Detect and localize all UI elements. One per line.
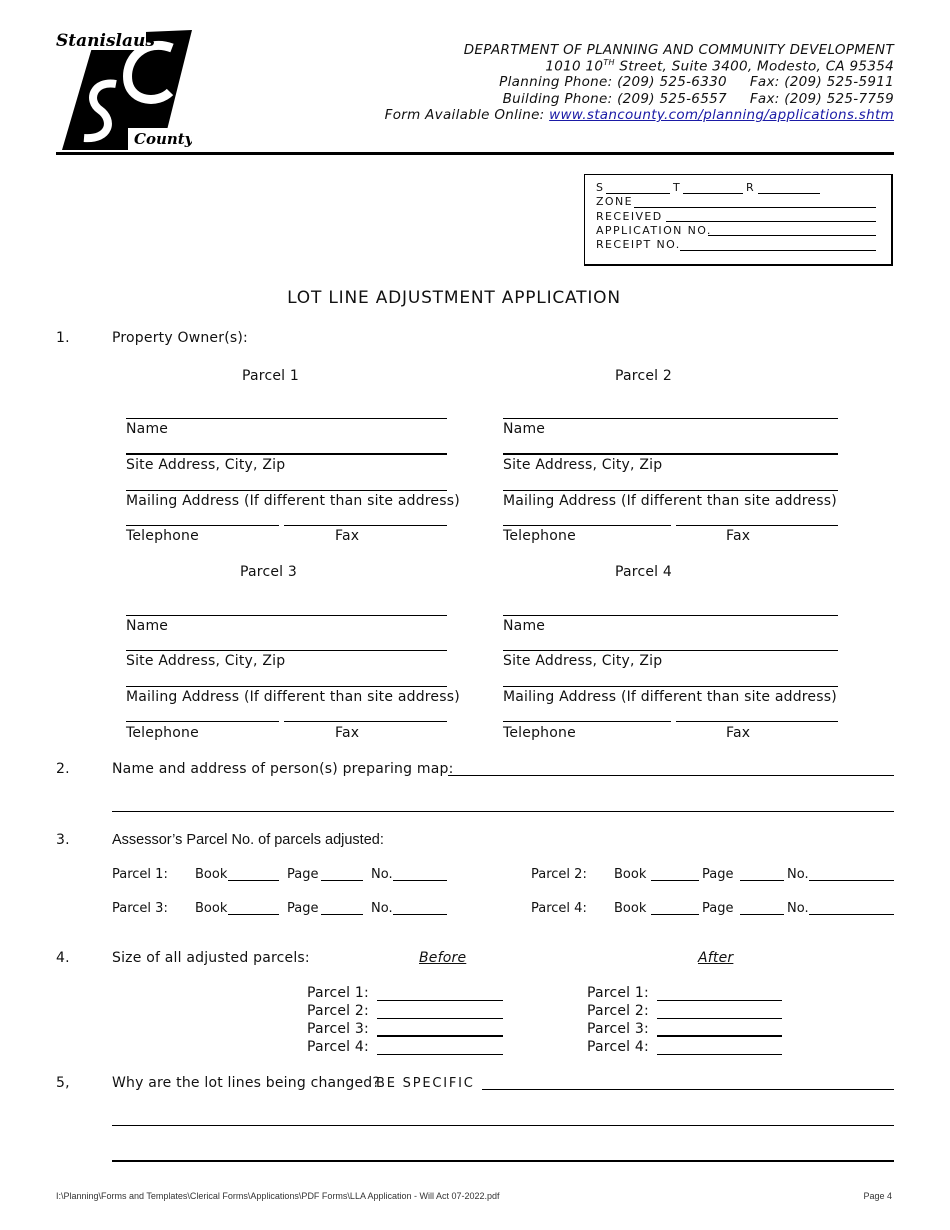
parcel-1-name-field[interactable] [126, 418, 447, 419]
parcel-2-telephone-label: Telephone [503, 528, 576, 544]
after-parcel-1-label: Parcel 1: [587, 985, 649, 1001]
section-5-label: Why are the lot lines being changed? [112, 1075, 381, 1091]
after-parcel-4-label: Parcel 4: [587, 1039, 649, 1055]
apn-parcel-3-label: Parcel 3: [112, 901, 168, 916]
apn-parcel-2-page-field[interactable] [740, 880, 784, 881]
parcel-1-site-label: Site Address, City, Zip [126, 457, 286, 473]
box-r-field[interactable] [758, 193, 820, 194]
apn-parcel-2-book-label: Book [614, 867, 647, 882]
apn-parcel-2-no-label: No. [787, 867, 809, 882]
box-zone-field[interactable] [634, 207, 876, 208]
parcel-3-name-label: Name [126, 618, 169, 634]
before-parcel-4-field[interactable] [377, 1054, 503, 1055]
after-parcel-2-label: Parcel 2: [587, 1003, 649, 1019]
parcel-1-telephone-label: Telephone [126, 528, 199, 544]
logo-top-text: Stanislaus [56, 31, 155, 51]
apn-parcel-4-book-label: Book [614, 901, 647, 916]
apn-parcel-1-book-label: Book [195, 867, 228, 882]
apn-parcel-4-no-label: No. [787, 901, 809, 916]
parcel-4-fax-label: Fax [726, 725, 751, 741]
before-parcel-4-label: Parcel 4: [307, 1039, 369, 1055]
apn-parcel-1-no-field[interactable] [393, 880, 447, 881]
section-1-label: Property Owner(s): [112, 330, 248, 346]
box-s-label: S [596, 181, 605, 194]
parcel-3-heading: Parcel 3 [240, 564, 297, 580]
apn-parcel-4-book-field[interactable] [651, 914, 699, 915]
section-5-number: 5, [56, 1075, 70, 1091]
parcel-2-site-field[interactable] [503, 453, 838, 455]
section-4-label: Size of all adjusted parcels: [112, 950, 310, 966]
parcel-4-site-label: Site Address, City, Zip [503, 653, 663, 669]
parcel-1-telephone-field[interactable] [126, 525, 279, 526]
reason-field[interactable] [482, 1089, 894, 1090]
parcel-2-site-label: Site Address, City, Zip [503, 457, 663, 473]
header-divider [56, 152, 894, 155]
section-4-number: 4. [56, 950, 70, 966]
parcel-4-site-field[interactable] [503, 650, 838, 651]
after-parcel-1-field[interactable] [657, 1000, 782, 1001]
apn-parcel-4-label: Parcel 4: [531, 901, 587, 916]
apn-parcel-1-page-field[interactable] [321, 880, 363, 881]
department-address: 1010 10TH Street, Suite 3400, Modesto, CA 95354 [545, 58, 894, 75]
parcel-2-mailing-field[interactable] [503, 490, 838, 491]
parcel-4-fax-field[interactable] [676, 721, 838, 722]
parcel-4-mailing-field[interactable] [503, 686, 838, 687]
parcel-4-mailing-label: Mailing Address (If different than site address) [503, 689, 837, 705]
parcel-3-site-label: Site Address, City, Zip [126, 653, 286, 669]
parcel-4-name-label: Name [503, 618, 546, 634]
box-t-label: T [673, 181, 682, 194]
before-parcel-1-label: Parcel 1: [307, 985, 369, 1001]
after-parcel-3-label: Parcel 3: [587, 1021, 649, 1037]
parcel-4-name-field[interactable] [503, 615, 838, 616]
apn-parcel-4-page-label: Page [702, 901, 734, 916]
parcel-2-fax-label: Fax [726, 528, 751, 544]
apn-parcel-4-no-field[interactable] [809, 914, 894, 915]
apn-parcel-1-no-label: No. [371, 867, 393, 882]
be-specific-note: BE SPECIFIC [376, 1076, 475, 1091]
parcel-3-name-field[interactable] [126, 615, 447, 616]
planning-contact: Planning Phone: (209) 525-6330 Fax: (209) 525-5911 [499, 74, 894, 90]
county-seal-icon [54, 30, 192, 150]
form-online: Form Available Online: www.stancounty.com/planning/applications.shtm [384, 107, 894, 123]
parcel-1-fax-field[interactable] [284, 525, 447, 526]
box-receipt-label: RECEIPT NO. [596, 238, 681, 251]
apn-parcel-2-page-label: Page [702, 867, 734, 882]
parcel-1-heading: Parcel 1 [242, 368, 299, 384]
apn-parcel-1-label: Parcel 1: [112, 867, 168, 882]
building-contact: Building Phone: (209) 525-6557 Fax: (209) 525-7759 [502, 91, 894, 107]
apn-parcel-3-no-label: No. [371, 901, 393, 916]
section-2-label: Name and address of person(s) preparing map: [112, 761, 454, 777]
apn-parcel-3-page-label: Page [287, 901, 319, 916]
box-received-label: RECEIVED [596, 210, 663, 223]
after-parcel-2-field[interactable] [657, 1018, 782, 1019]
logo-bottom-text: County [134, 130, 192, 148]
parcel-4-telephone-label: Telephone [503, 725, 576, 741]
parcel-3-mailing-label: Mailing Address (If different than site address) [126, 689, 460, 705]
parcel-3-site-field[interactable] [126, 650, 447, 651]
section-3-label: Assessor’s Parcel No. of parcels adjusted: [112, 832, 384, 848]
parcel-3-telephone-field[interactable] [126, 721, 279, 722]
map-preparer-field-2[interactable] [112, 811, 894, 812]
box-t-field[interactable] [683, 193, 743, 194]
parcel-1-name-label: Name [126, 421, 169, 437]
before-parcel-3-field[interactable] [377, 1035, 503, 1037]
before-parcel-2-label: Parcel 2: [307, 1003, 369, 1019]
parcel-3-fax-field[interactable] [284, 721, 447, 722]
before-parcel-3-label: Parcel 3: [307, 1021, 369, 1037]
apn-parcel-1-page-label: Page [287, 867, 319, 882]
apn-parcel-3-book-label: Book [195, 901, 228, 916]
parcel-2-name-label: Name [503, 421, 546, 437]
box-receipt-field[interactable] [680, 250, 876, 251]
parcel-2-telephone-field[interactable] [503, 525, 671, 526]
apn-parcel-1-book-field[interactable] [228, 880, 279, 881]
before-heading: Before [419, 950, 467, 966]
box-r-label: R [746, 181, 756, 194]
section-3-number: 3. [56, 832, 70, 848]
parcel-2-fax-field[interactable] [676, 525, 838, 526]
after-parcel-3-field[interactable] [657, 1035, 782, 1037]
box-received-field[interactable] [666, 221, 876, 222]
before-parcel-2-field[interactable] [377, 1018, 503, 1019]
parcel-1-mailing-field[interactable] [126, 490, 447, 491]
after-parcel-4-field[interactable] [657, 1054, 782, 1055]
parcel-1-mailing-label: Mailing Address (If different than site address) [126, 493, 460, 509]
apn-parcel-3-book-field[interactable] [228, 914, 279, 915]
parcel-3-mailing-field[interactable] [126, 686, 447, 687]
parcel-3-fax-label: Fax [335, 725, 360, 741]
form-title: LOT LINE ADJUSTMENT APPLICATION [287, 288, 621, 308]
parcel-4-heading: Parcel 4 [615, 564, 672, 580]
parcel-2-name-field[interactable] [503, 418, 838, 419]
apn-parcel-2-no-field[interactable] [809, 880, 894, 881]
parcel-3-telephone-label: Telephone [126, 725, 199, 741]
section-1-number: 1. [56, 330, 70, 346]
box-application-label: APPLICATION NO. [596, 224, 712, 237]
parcel-2-heading: Parcel 2 [615, 368, 672, 384]
section-2-number: 2. [56, 761, 70, 777]
box-application-field[interactable] [708, 235, 876, 236]
map-preparer-field[interactable] [448, 775, 894, 776]
reason-field-2[interactable] [112, 1125, 894, 1126]
after-heading: After [698, 950, 734, 966]
parcel-1-fax-label: Fax [335, 528, 360, 544]
before-parcel-1-field[interactable] [377, 1000, 503, 1001]
parcel-2-mailing-label: Mailing Address (If different than site address) [503, 493, 837, 509]
parcel-1-site-field[interactable] [126, 453, 447, 455]
apn-parcel-2-label: Parcel 2: [531, 867, 587, 882]
county-logo [54, 30, 192, 150]
apn-parcel-3-page-field[interactable] [321, 914, 363, 915]
footer-file-path: I:\Planning\Forms and Templates\Clerical Forms\Applications\PDF Forms\LLA Application - Will Act 07-2022.pdf [56, 1191, 500, 1201]
parcel-4-telephone-field[interactable] [503, 721, 671, 722]
apn-parcel-4-page-field[interactable] [740, 914, 784, 915]
box-zone-label: ZONE [596, 195, 633, 208]
form-online-link[interactable]: www.stancounty.com/planning/applications.shtm [549, 107, 894, 123]
apn-parcel-3-no-field[interactable] [393, 914, 447, 915]
reason-field-3[interactable] [112, 1160, 894, 1162]
department-name: DEPARTMENT OF PLANNING AND COMMUNITY DEVELOPMENT [463, 42, 894, 58]
apn-parcel-2-book-field[interactable] [651, 880, 699, 881]
footer-page-number: Page 4 [863, 1191, 892, 1201]
box-s-field[interactable] [606, 193, 670, 194]
